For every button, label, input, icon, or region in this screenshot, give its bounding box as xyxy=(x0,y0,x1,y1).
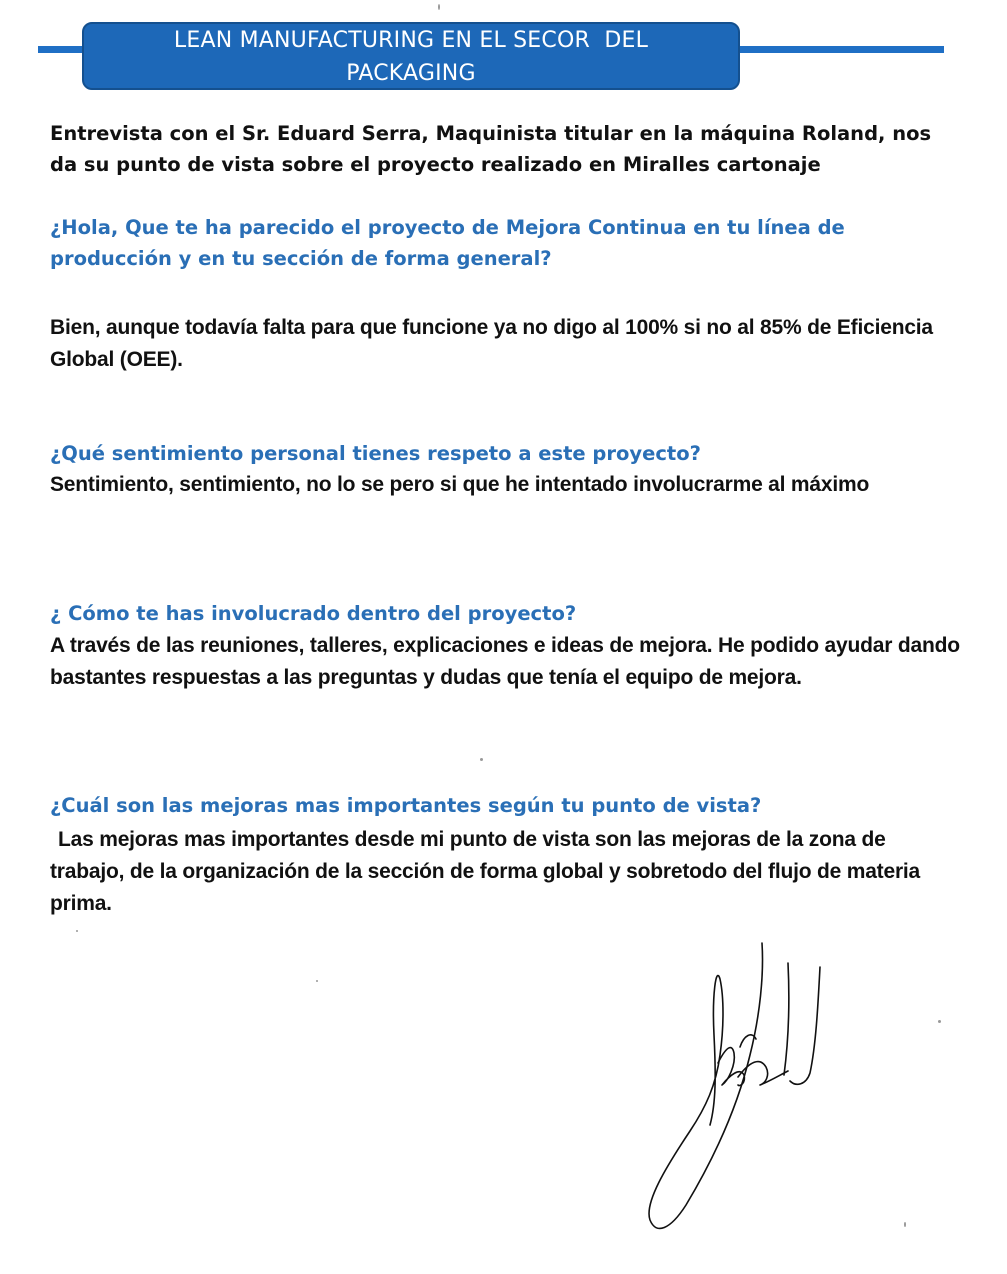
question-2: ¿Qué sentimiento personal tienes respeto a este proyecto? xyxy=(50,442,701,465)
scan-speck xyxy=(76,930,78,932)
signature xyxy=(620,935,840,1245)
scan-speck xyxy=(938,1020,941,1023)
answer-2: Sentimiento, sentimiento, no lo se pero si que he intentado involucrarme al máximo xyxy=(50,473,870,496)
question-1: ¿Hola, Que te ha parecido el proyecto de Mejora Continua en tu línea de producción y en tu sección de forma general? xyxy=(50,216,845,270)
scan-speck xyxy=(480,758,483,761)
question-3: ¿ Cómo te has involucrado dentro del proyecto? xyxy=(50,602,577,625)
intro-paragraph: Entrevista con el Sr. Eduard Serra, Maquinista titular en la máquina Roland, nos da su punto de vista sobre el proyecto realizado en Miralles cartonaje xyxy=(50,122,932,176)
answer-3: A través de las reuniones, talleres, explicaciones e ideas de mejora. He podido ayudar dando bastantes respuestas a las preguntas y dudas que tenía el equipo de mejora. xyxy=(50,634,960,689)
header-rule-right xyxy=(738,46,944,53)
page-title-line-2: PACKAGING xyxy=(346,61,476,86)
answer-1: Bien, aunque todavía falta para que funcione ya no digo al 100% si no al 85% de Eficiencia Global (OEE). xyxy=(50,316,933,371)
scan-speck xyxy=(904,1222,906,1227)
page-title xyxy=(82,24,740,90)
scan-speck xyxy=(438,4,440,10)
answer-4: Las mejoras mas importantes desde mi punto de vista son las mejoras de la zona de trabajo, de la organización de la sección de forma global y sobretodo del flujo de materia prima. xyxy=(50,828,921,915)
question-4: ¿Cuál son las mejoras mas importantes según tu punto de vista? xyxy=(50,794,762,817)
page-title-line-1: LEAN MANUFACTURING EN EL SECOR DEL xyxy=(173,28,649,53)
scan-speck xyxy=(316,980,318,982)
